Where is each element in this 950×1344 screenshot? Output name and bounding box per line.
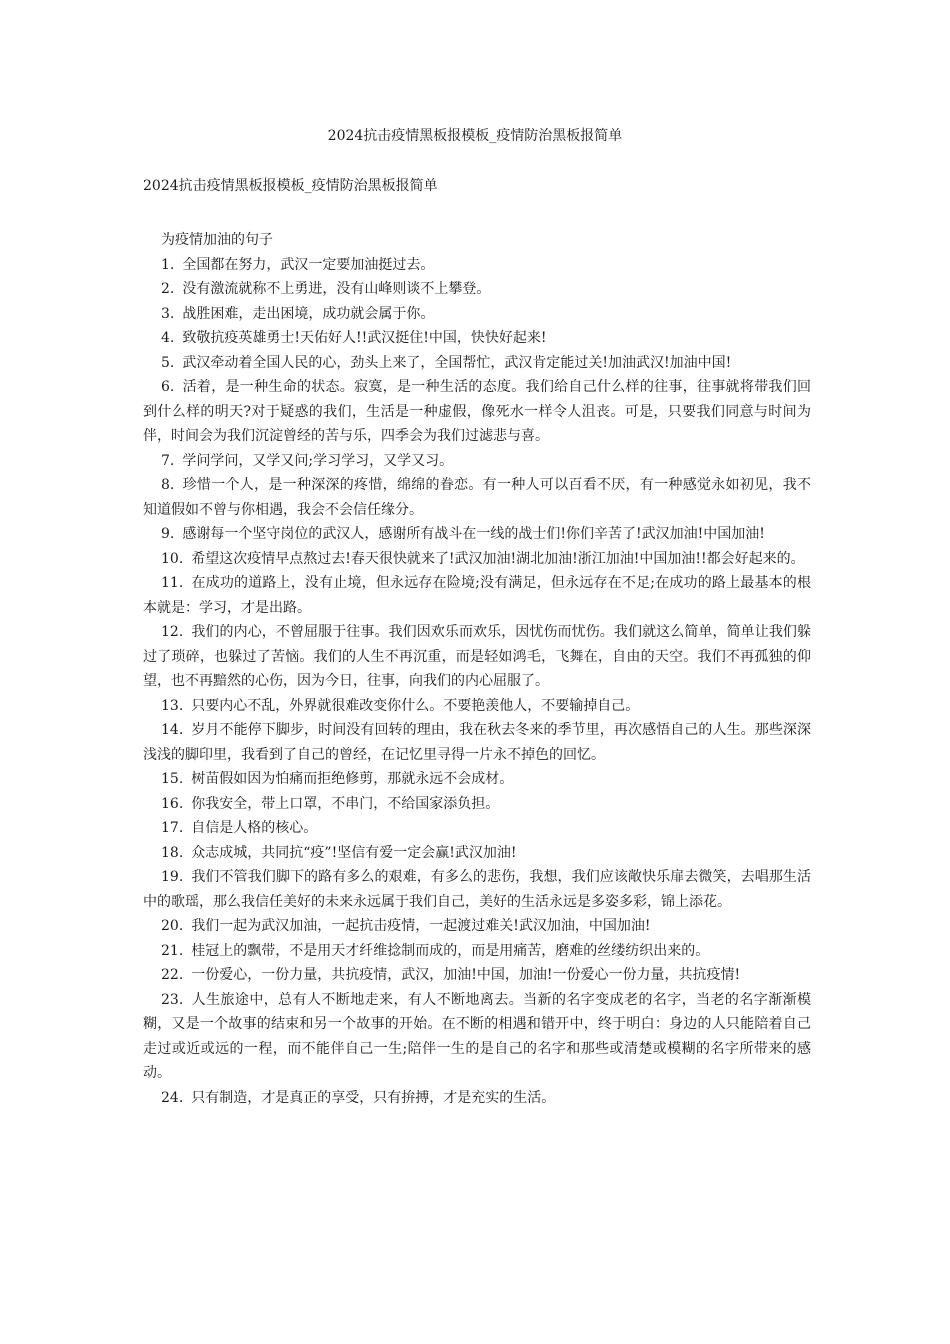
list-item-text: 自信是人格的核心。 <box>191 820 318 836</box>
list-item <box>143 277 811 302</box>
list-item-number: 20. <box>161 918 184 934</box>
list-item <box>143 816 811 841</box>
section-heading: 为疫情加油的句子 <box>161 232 273 248</box>
document-body <box>143 228 811 1110</box>
list-item-text: 我们一起为武汉加油，一起抗击疫情，一起渡过难关!武汉加油，中国加油! <box>191 918 651 934</box>
list-item-number: 8. <box>161 477 175 493</box>
list-item-text: 战胜困难，走出困境，成功就会属于你。 <box>182 305 435 322</box>
list-item-text: 希望这次疫情早点熬过去!春天很快就来了!武汉加油!湖北加油!浙江加油!中国加油!!都会好起来的。 <box>191 550 805 567</box>
list-item-number: 10. <box>161 550 184 567</box>
list-item <box>143 767 811 792</box>
document-subtitle: 2024抗击疫情黑板报模板_疫情防治黑板报简单 <box>143 178 438 194</box>
list-item-number: 1. <box>161 256 175 273</box>
list-item <box>143 473 811 522</box>
list-item-text: 树苗假如因为怕痛而拒绝修剪，那就永远不会成材。 <box>191 771 514 787</box>
list-item-number: 9. <box>161 526 175 542</box>
list-item-text: 岁月不能停下脚步，时间没有回转的理由，我在秋去冬来的季节里，再次感悟自己的人生。那些深深浅浅的脚印里，我看到了自己的曾经，在记忆里寻得一片永不掉色的回忆。 <box>143 722 811 763</box>
list-item-text: 只要内心不乱，外界就很难改变你什么。不要艳羡他人，不要输掉自己。 <box>191 697 640 714</box>
list-item-number: 15. <box>161 771 184 787</box>
list-item-text: 我们不管我们脚下的路有多么的艰难，有多么的悲伤，我想，我们应该敞快乐扉去微笑，去唱那生活中的歌瑶，那么我信任美好的未来永远属于我们自己，美好的生活永远是多姿多彩，锦上添花。 <box>143 869 811 910</box>
list-item <box>143 302 811 327</box>
list-item-number: 2. <box>161 281 175 297</box>
list-item-number: 22. <box>161 967 184 983</box>
list-item-number: 3. <box>161 305 175 322</box>
list-item <box>143 547 811 572</box>
list-item <box>143 792 811 817</box>
list-item <box>143 914 811 939</box>
list-item-text: 学问学问，又学又问;学习学习，又学又习。 <box>182 452 454 469</box>
list-item <box>143 253 811 278</box>
list-item <box>143 351 811 376</box>
list-item-text: 众志成城，共同抗“疫”!坚信有爱一定会赢!武汉加油! <box>191 844 517 861</box>
list-item-number: 21. <box>161 942 184 959</box>
list-item <box>143 620 811 694</box>
list-item-text: 在成功的道路上，没有止境，但永远存在险境;没有满足，但永远存在不足;在成功的路上最基本的根本就是：学习，才是出路。 <box>143 575 811 616</box>
list-item-number: 17. <box>161 820 184 836</box>
list-item-text: 没有激流就称不上勇进，没有山峰则谈不上攀登。 <box>182 281 491 297</box>
document-title: 2024抗击疫情黑板报模板_疫情防治黑板报简单 <box>327 128 623 144</box>
list-item-text: 你我安全，带上口罩，不串门，不给国家添负担。 <box>191 795 500 812</box>
list-item-text: 人生旅途中，总有人不断地走来，有人不断地离去。当新的名字变成老的名字，当老的名字渐渐模糊，又是一个故事的结束和另一个故事的开始。在不断的相遇和错开中，终于明白：身边的人只能陪着自己走过或近或远的一程，而不能伴自己一生;陪伴一生的是自己的名字和那些或清楚或模糊的名字所带来的感动。 <box>143 991 811 1081</box>
list-item-number: 19. <box>161 869 184 885</box>
list-item-text: 全国都在努力，武汉一定要加油挺过去。 <box>182 256 435 273</box>
list-item-number: 5. <box>161 354 175 371</box>
list-item-text: 感谢每一个坚守岗位的武汉人，感谢所有战斗在一线的战士们!你们辛苦了!武汉加油!中国加油! <box>182 526 765 542</box>
list-item-number: 24. <box>161 1089 184 1106</box>
list-item-number: 7. <box>161 452 175 469</box>
list-item-text: 桂冠上的飘带，不是用天才纤维捻制而成的，而是用痛苦，磨难的丝缕纺织出来的。 <box>191 942 710 959</box>
list-item <box>143 571 811 620</box>
list-item-number: 16. <box>161 795 184 812</box>
list-item-text: 我们的内心，不曾屈服于往事。我们因欢乐而欢乐，因忧伤而忧伤。我们就这么简单，简单让我们躲过了琐碎，也躲过了苦恼。我们的人生不再沉重，而是轻如鸿毛，飞舞在，自由的天空。我们不再孤独的仰望，也不再黯然的心伤，因为今日，往事，向我们的内心屈服了。 <box>143 624 811 689</box>
list-item <box>143 939 811 964</box>
list-item <box>143 865 811 914</box>
list-item-number: 18. <box>161 844 184 861</box>
list-item-text: 活着，是一种生命的状态。寂寞，是一种生活的态度。我们给自己什么样的往事，往事就将带我们回到什么样的明天?对于疑惑的我们，生活是一种虚假，像死水一样令人沮丧。可是，只要我们同意与时间为伴，时间会为我们沉淀曾经的苦与乐，四季会为我们过滤悲与喜。 <box>143 379 811 444</box>
list-item <box>143 841 811 866</box>
list-item <box>143 449 811 474</box>
list-item <box>143 988 811 1086</box>
list-item-text: 致敬抗疫英雄勇士!天佑好人!!武汉挺住!中国，快快好起来! <box>182 330 547 346</box>
list-item-number: 4. <box>161 330 175 346</box>
list-item-text: 珍惜一个人，是一种深深的疼惜，绵绵的眷恋。有一种人可以百看不厌，有一种感觉永如初见，我不知道假如不曾与你相遇，我会不会信任缘分。 <box>143 477 811 518</box>
list-item-number: 11. <box>161 575 184 591</box>
sentence-list <box>143 253 811 1111</box>
list-item <box>143 522 811 547</box>
list-item <box>143 718 811 767</box>
list-item-text: 一份爱心，一份力量，共抗疫情，武汉，加油!中国，加油!一份爱心一份力量，共抗疫情! <box>191 967 741 983</box>
list-item-number: 14. <box>161 722 184 738</box>
list-item-number: 13. <box>161 697 184 714</box>
list-item-number: 23. <box>161 991 184 1008</box>
list-item-number: 6. <box>161 379 175 395</box>
list-item <box>143 694 811 719</box>
list-item <box>143 326 811 351</box>
list-item <box>143 375 811 449</box>
list-item-number: 12. <box>161 624 184 640</box>
list-item-text: 只有制造，才是真正的享受，只有拚搏，才是充实的生活。 <box>191 1089 556 1106</box>
list-item <box>143 963 811 988</box>
list-item-text: 武汉牵动着全国人民的心，劲头上来了，全国帮忙，武汉肯定能过关!加油武汉!加油中国! <box>182 354 732 371</box>
list-item <box>143 1086 811 1111</box>
